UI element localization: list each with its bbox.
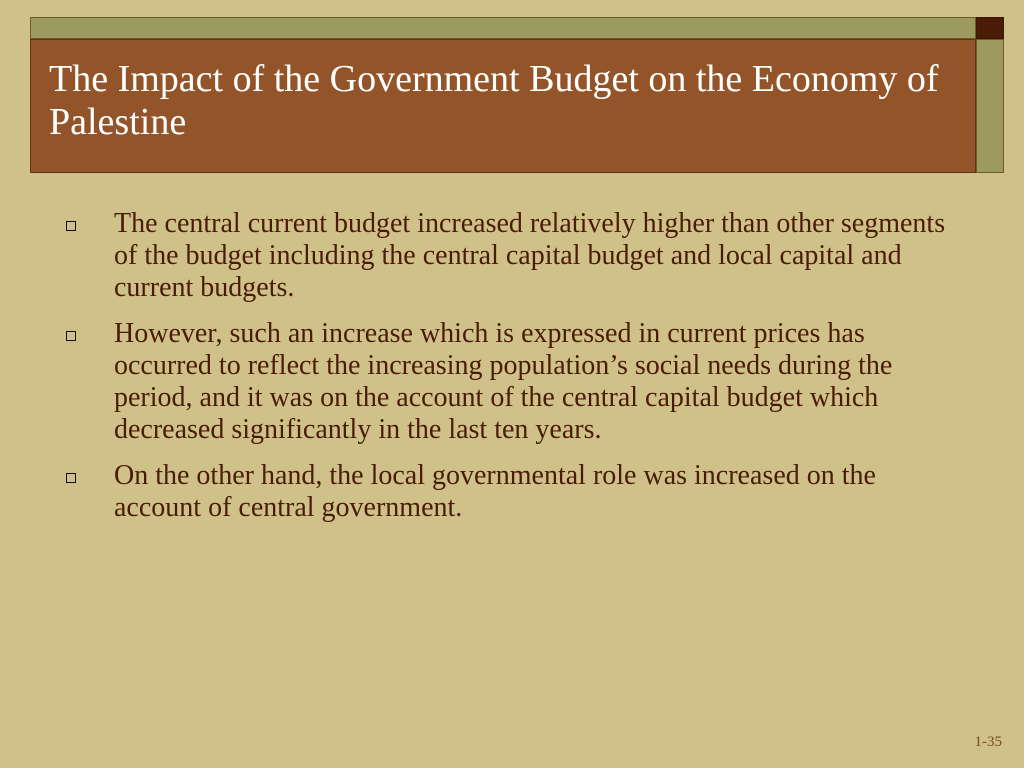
side-bar-decoration (976, 39, 1004, 173)
header-top-band (30, 17, 976, 39)
hollow-square-icon (66, 331, 76, 341)
list-item (62, 460, 962, 524)
bullet-text: However, such an increase which is expressed in current prices has occurred to reflect the increasing population’s social needs during the period, and it was on the account of the central capital budget which decreased significantly in the last ten years. (114, 318, 893, 445)
list-item (62, 318, 962, 446)
corner-square-decoration (976, 17, 1004, 39)
hollow-square-icon (66, 473, 76, 483)
title-box (30, 39, 976, 173)
bullet-text: On the other hand, the local governmental role was increased on the account of central government. (114, 460, 876, 523)
slide-title: The Impact of the Government Budget on the Economy of Palestine (49, 58, 939, 143)
bullet-text: The central current budget increased relatively higher than other segments of the budget including the central capital budget and local capital and current budgets. (114, 208, 946, 303)
bullet-list (62, 208, 962, 538)
slide-number: 1-35 (974, 734, 1002, 750)
hollow-square-icon (66, 221, 76, 231)
list-item (62, 208, 962, 304)
